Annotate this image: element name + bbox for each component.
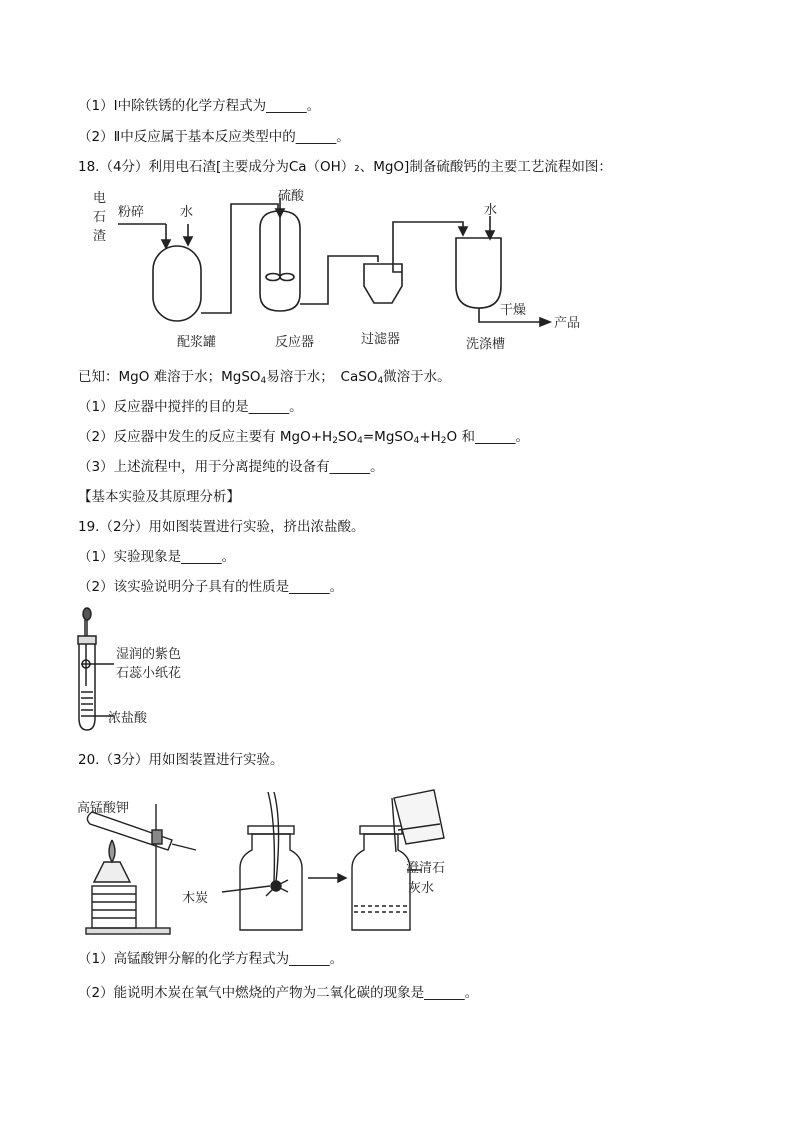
filter-unit xyxy=(364,264,402,303)
eq-text-2: SO xyxy=(337,429,358,445)
question-18-known xyxy=(78,368,451,390)
question-17-part1: （1）Ⅰ中除铁锈的化学方程式为______。 xyxy=(78,98,321,114)
question-20-part2: （2）能说明木炭在氧气中燃烧的产物为二氧化碳的现象是______。 xyxy=(78,985,479,1001)
section-heading: 【基本实验及其原理分析】 xyxy=(78,489,240,505)
charcoal-label: 木炭 xyxy=(182,891,209,906)
product-label: 产品 xyxy=(554,316,581,331)
input-label-2: 石 xyxy=(93,210,107,225)
filter-label: 过滤器 xyxy=(361,332,401,347)
question-19-part2: （2）该实验说明分子具有的性质是______。 xyxy=(78,579,344,595)
question-18-part3: （3）上述流程中，用于分离提纯的设备有______。 xyxy=(78,459,384,475)
limewater-label-2: 灰水 xyxy=(408,881,435,896)
question-20-stem: 20.（3分）用如图装置进行实验。 xyxy=(78,752,284,768)
washer-label: 洗涤槽 xyxy=(466,337,506,352)
test-tube-figure xyxy=(72,606,212,736)
question-19-stem: 19.（2分）用如图装置进行实验，挤出浓盐酸。 xyxy=(78,519,365,535)
kmno4-label: 高锰酸钾 xyxy=(77,801,130,816)
subscript: 4 xyxy=(377,376,384,386)
hcl-label: 浓盐酸 xyxy=(108,711,148,726)
oxygen-experiment-figure xyxy=(72,782,472,938)
subscript: 4 xyxy=(413,436,420,446)
question-19-part1: （1）实验现象是______。 xyxy=(78,549,236,565)
question-18-stem: 18.（4分）利用电石渣[主要成分为Ca（OH）₂、MgO]制备硫酸钙的主要工艺流程如图： xyxy=(78,159,612,175)
water-label-2: 水 xyxy=(484,203,498,218)
eq-text-1: （2）反应器中发生的反应主要有 MgO+H xyxy=(78,429,333,445)
question-18-part1: （1）反应器中搅拌的目的是______。 xyxy=(78,399,303,415)
known-text-1: 已知：MgO 难溶于水；MgSO xyxy=(78,369,261,385)
washer-vessel xyxy=(456,238,501,308)
slurry-tank xyxy=(153,246,201,321)
litmus-label-2: 石蕊小纸花 xyxy=(116,666,182,681)
subscript: 4 xyxy=(357,436,363,446)
question-17-part2: （2）Ⅱ中反应属于基本反应类型中的______。 xyxy=(78,129,350,145)
crush-label: 粉碎 xyxy=(118,205,145,220)
known-text-3: 微溶于水。 xyxy=(383,369,451,385)
dry-label: 干燥 xyxy=(500,303,527,318)
process-flow-diagram xyxy=(88,186,598,356)
question-20-part1: （1）高锰酸钾分解的化学方程式为______。 xyxy=(78,951,344,967)
subscript: 4 xyxy=(260,376,267,386)
litmus-label-1: 湿润的紫色 xyxy=(116,647,182,662)
eq-text-5: O 和______。 xyxy=(446,429,529,445)
input-label-1: 电 xyxy=(93,191,107,206)
limewater-label-1: 澄清石 xyxy=(406,861,446,876)
input-label-3: 渣 xyxy=(93,229,107,244)
acid-label: 硫酸 xyxy=(278,189,305,204)
water-label-1: 水 xyxy=(180,205,194,220)
reactor-label: 反应器 xyxy=(275,335,315,350)
subscript: 2 xyxy=(332,436,338,446)
known-text-2: 易溶于水； CaSO xyxy=(266,369,378,385)
eq-text-3: =MgSO xyxy=(362,429,414,445)
tank-label: 配浆罐 xyxy=(177,335,217,350)
subscript: 2 xyxy=(440,436,447,446)
eq-text-4: +H xyxy=(419,429,441,445)
question-18-part2 xyxy=(78,428,529,450)
